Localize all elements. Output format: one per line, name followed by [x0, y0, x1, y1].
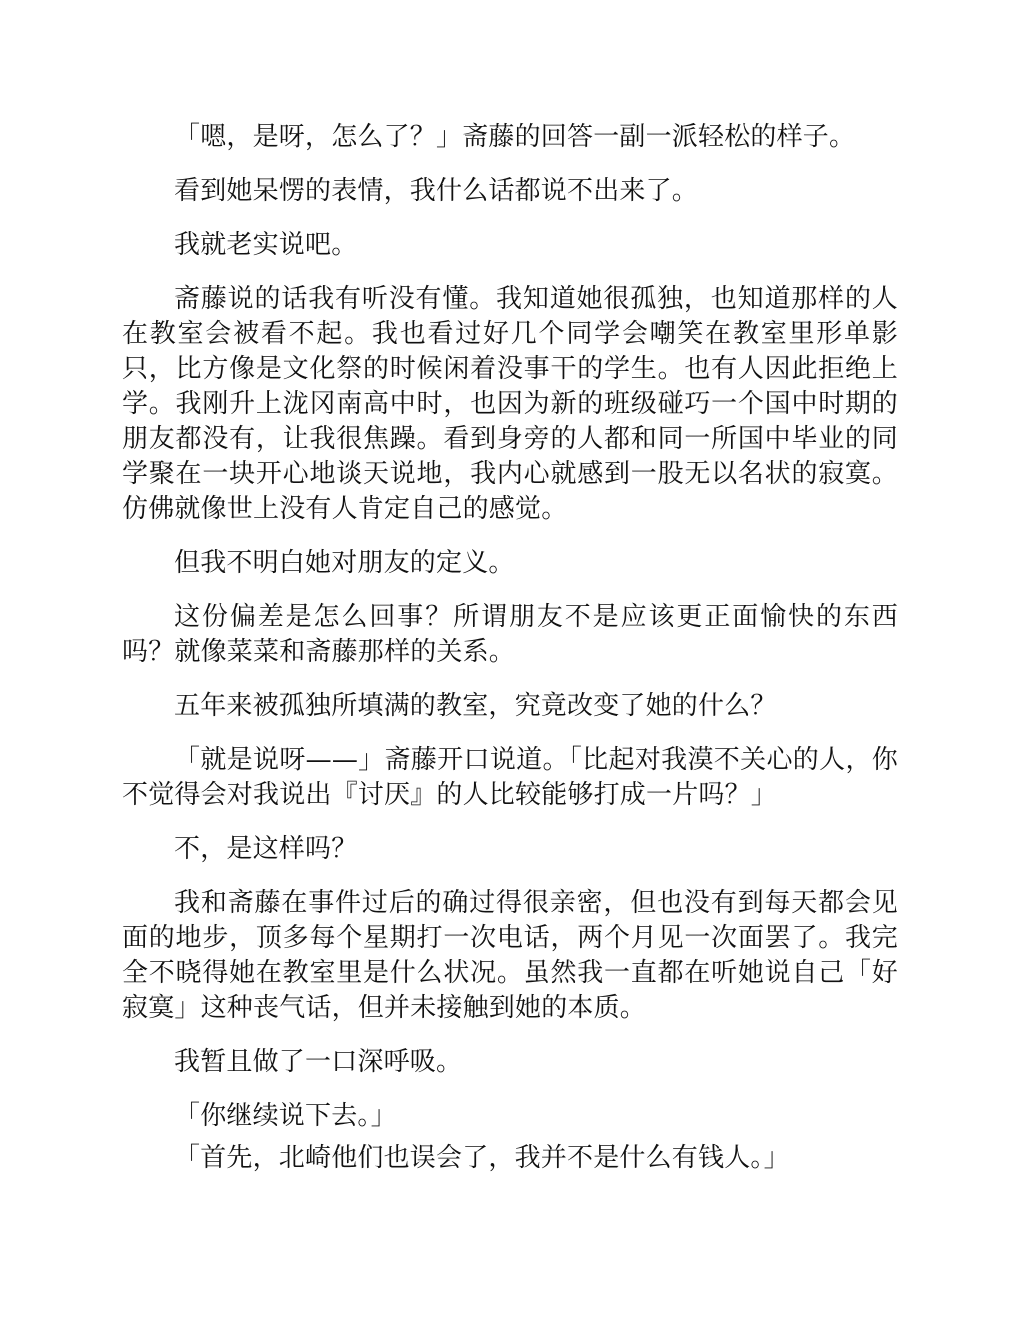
paragraph: 斋藤说的话我有听没有懂。我知道她很孤独，也知道那样的人在教室会被看不起。我也看过好几个同学会嘲笑在教室里形单影只，比方像是文化祭的时候闲着没事干的学生。也有人因此拒绝上学。我刚升上泷冈南高中时，也因为新的班级碰巧一个国中时期的朋友都没有，让我很焦躁。看到身旁的人都和同一所国中毕业的同学聚在一块开心地谈天说地，我内心就感到一股无以名状的寂寞。仿佛就像世上没有人肯定自己的感觉。: [122, 284, 898, 524]
paragraph: 看到她呆愣的表情，我什么话都说不出来了。: [174, 176, 699, 206]
paragraph: 我暂且做了一口深呼吸。: [174, 1047, 463, 1077]
paragraph: 我就老实说吧。: [174, 230, 358, 260]
paragraph: 「你继续说下去。」: [174, 1101, 397, 1131]
paragraph: 「首先，北崎他们也误会了，我并不是什么有钱人。」: [174, 1143, 790, 1173]
paragraph: 不，是这样吗？: [174, 834, 358, 864]
paragraph: 「嗯，是呀，怎么了？」斋藤的回答一副一派轻松的样子。: [174, 122, 856, 152]
paragraph: 五年来被孤独所填满的教室，究竟改变了她的什么？: [174, 691, 777, 721]
paragraph: 我和斋藤在事件过后的确过得很亲密，但也没有到每天都会见面的地步，顶多每个星期打一次电话，两个月见一次面罢了。我完全不晓得她在教室里是什么状况。虽然我一直都在听她说自己「好寂寞」这种丧气话，但并未接触到她的本质。: [122, 888, 898, 1023]
paragraph: 「就是说呀——」斋藤开口说道。「比起对我漠不关心的人，你不觉得会对我说出『讨厌』的人比较能够打成一片吗？」: [122, 745, 898, 810]
paragraph: 这份偏差是怎么回事？所谓朋友不是应该更正面愉快的东西吗？就像菜菜和斋藤那样的关系。: [122, 602, 898, 667]
text-body: [122, 120, 898, 1134]
paragraph: 但我不明白她对朋友的定义。: [174, 548, 515, 578]
text-body-section-2: [122, 1141, 898, 1176]
